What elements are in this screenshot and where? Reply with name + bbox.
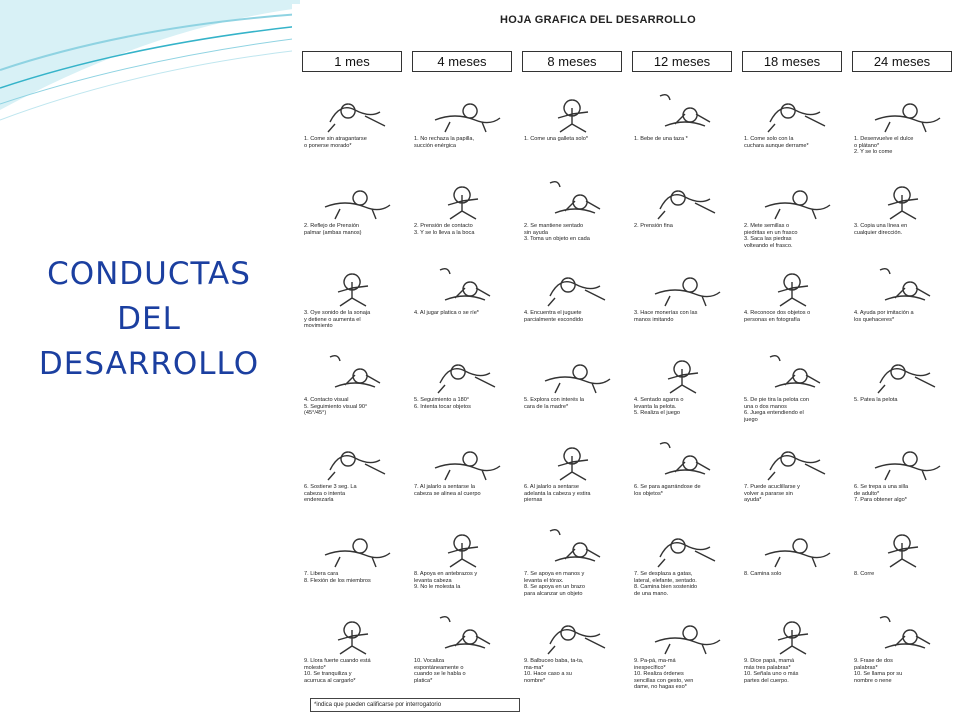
milestone-caption: 2. Mete semillas o piedritas en un frasco 3. Saca las piedras volteando el frasco. [744,223,798,249]
milestone-caption: 4. Sentado agarra o levanta la pelota. 5. Realiza el juego [634,397,684,417]
age-header-8-meses: 8 meses [522,51,622,72]
milestone-caption: 9. Balbuceo baba, ta-ta, ma-ma* 10. Hace caso a su nombre* [524,658,584,684]
milestone-cell [412,602,520,689]
milestone-caption: 8. Apoya en antebrazos y levanta cabeza 9. No le molesta la [414,571,478,591]
milestone-caption: 10. Vocaliza espontáneamente o cuando se le habla o platica* [414,658,466,684]
child-illustration [310,169,400,221]
milestone-caption: 9. Frase de dos palabras* 10. Se llama por su nombre o nene [854,658,903,684]
age-column [852,80,960,690]
milestone-caption: 7. Se desplaza a gatas, lateral, elefante, sentado. 8. Camina bien sostenido de una mano. [634,571,698,597]
milestone-cell [522,167,630,254]
development-chart-sheet [292,4,942,720]
milestone-caption: 6. Se trepa a una silla de adulto* 7. Para obtener algo* [854,484,909,504]
child-illustration [530,169,620,221]
child-illustration [750,517,840,569]
child-illustration [640,517,730,569]
milestone-cell [522,515,630,602]
child-illustration [860,256,950,308]
child-illustration [530,256,620,308]
milestone-cell [632,428,740,515]
age-header-12-meses: 12 meses [632,51,732,72]
milestone-cell [742,515,850,602]
child-illustration [420,169,510,221]
milestone-caption: 8. Corre [854,571,875,577]
milestone-caption: 9. Pa-pá, ma-má inespecífico* 10. Realiza órdenes sencillas con gesto, ven dame, no hagas eso* [634,658,694,690]
milestone-caption: 7. Se apoya en manos y levanta el tórax. 8. Se apoya en un brazo para alcanzar un objeto [524,571,585,597]
milestone-caption: 1. Come sin atragantarse o ponerse morado* [304,136,367,149]
milestone-cell [412,167,520,254]
milestone-caption: 7. Al jalarlo a sentarse la cabeza se alinea al cuerpo [414,484,481,497]
slide-title [18,252,280,387]
milestone-cell [742,167,850,254]
child-illustration [310,343,400,395]
child-illustration [420,604,510,656]
milestone-cell [412,80,520,167]
milestone-caption: 5. Patea la pelota [854,397,898,403]
milestone-cell [302,428,410,515]
milestone-cell [412,341,520,428]
child-illustration [310,604,400,656]
milestone-caption: 5. Seguimiento a 180° 6. Intenta tocar objetos [414,397,471,410]
child-illustration [640,169,730,221]
milestone-caption: 1. Desenvuelve el dulce o plátano* 2. Y se lo come [854,136,914,156]
child-illustration [860,604,950,656]
milestone-caption: 8. Camina solo [744,571,782,577]
child-illustration [640,256,730,308]
milestone-caption: 4. Ayuda por imitación a los quehaceres* [854,310,914,323]
milestone-caption: 2. Se mantiene sentado sin ayuda 3. Toma un objeto en cada [524,223,590,243]
age-header-4-meses: 4 meses [412,51,512,72]
sheet-title: HOJA GRAFICA DEL DESARROLLO [500,14,696,26]
milestone-cell [852,602,960,689]
milestone-cell [742,254,850,341]
milestone-caption: 1. Come solo con la cuchara aunque derrame* [744,136,809,149]
milestone-caption: 1. No rechaza la papilla, succión enérgica [414,136,475,149]
age-column [522,80,630,690]
milestone-cell [302,515,410,602]
milestone-caption: 3. Oye sonido de la sonaja y detiene o aumenta el movimiento [304,310,371,330]
milestone-caption: 4. Contacto visual 5. Seguimiento visual 90° (45°/45°) [304,397,368,417]
milestone-cell [852,254,960,341]
child-illustration [750,343,840,395]
milestone-cell [522,254,630,341]
milestone-cell [412,254,520,341]
milestone-caption: 3. Hace monerías con las manos imitando [634,310,698,323]
milestone-cell [742,602,850,689]
child-illustration [750,604,840,656]
age-column [742,80,850,690]
age-header-row [302,51,942,73]
milestone-cell [632,80,740,167]
milestone-cell [522,80,630,167]
milestone-cell [852,515,960,602]
slide-title-line-1: CONDUCTAS [47,256,251,292]
age-header-1-mes: 1 mes [302,51,402,72]
milestone-cell [852,167,960,254]
child-illustration [310,82,400,134]
child-illustration [750,256,840,308]
child-illustration [310,430,400,482]
age-column [412,80,520,690]
child-illustration [640,604,730,656]
milestone-cell [632,515,740,602]
age-column [632,80,740,690]
milestone-caption: 9. Dice papá, mamá más tres palabras* 10. Señala uno o más partes del cuerpo. [744,658,799,684]
child-illustration [310,517,400,569]
child-illustration [750,169,840,221]
milestone-cell [522,602,630,689]
milestone-cell [412,428,520,515]
child-illustration [530,82,620,134]
milestone-cell [852,428,960,515]
footnote: *indica que pueden calificarse por interrogatorio [310,698,520,712]
milestone-cell [412,515,520,602]
slide-title-line-2: DEL [117,301,181,337]
child-illustration [640,343,730,395]
child-illustration [530,517,620,569]
milestone-caption: 6. Sostiene 3 seg. La cabeza o intenta enderezarla [304,484,357,504]
milestone-caption: 7. Puede acuclillarse y volver a pararse sin ayuda* [744,484,800,504]
milestone-caption: 1. Come una galleta solo* [524,136,589,142]
milestone-cell [302,602,410,689]
child-illustration [530,430,620,482]
milestone-cell [742,428,850,515]
milestone-cell [522,341,630,428]
child-illustration [420,430,510,482]
milestone-cell [742,341,850,428]
milestone-grid [302,80,942,690]
milestone-cell [522,428,630,515]
milestone-cell [302,254,410,341]
child-illustration [750,82,840,134]
milestone-caption: 9. Llora fuerte cuando está molesto* 10. Se tranquiliza y acurruca al cargarlo* [304,658,371,684]
age-header-24-meses: 24 meses [852,51,952,72]
milestone-cell [302,167,410,254]
child-illustration [860,82,950,134]
milestone-cell [632,341,740,428]
child-illustration [420,256,510,308]
milestone-caption: 7. Libera cara 8. Flexión de los miembros [304,571,371,584]
child-illustration [640,82,730,134]
milestone-cell [632,167,740,254]
child-illustration [860,343,950,395]
child-illustration [860,517,950,569]
milestone-caption: 5. De pie tira la pelota con una o dos manos 6. Juega entendiendo el juego [744,397,809,423]
milestone-caption: 1. Bebe de una taza * [634,136,688,142]
milestone-caption: 2. Prensión fina [634,223,673,229]
milestone-cell [302,341,410,428]
child-illustration [420,517,510,569]
milestone-caption: 6. Al jalarlo a sentarse adelanta la cabeza y estira piernas [524,484,591,504]
milestone-caption: 2. Reflejo de Prensión palmar (ambas manos) [304,223,362,236]
slide-title-line-3: DESARROLLO [38,346,260,382]
age-header-18-meses: 18 meses [742,51,842,72]
decorative-swoosh [0,0,300,160]
milestone-caption: 3. Copia una línea en cualquier dirección. [854,223,908,236]
child-illustration [310,256,400,308]
milestone-caption: 4. Encuentra el juguete parcialmente escondido [524,310,584,323]
milestone-caption: 2. Prensión de contacto 3. Y se lo lleva a la boca [414,223,475,236]
child-illustration [750,430,840,482]
child-illustration [860,430,950,482]
child-illustration [530,604,620,656]
age-column [302,80,410,690]
milestone-cell [742,80,850,167]
milestone-cell [302,80,410,167]
milestone-cell [852,341,960,428]
milestone-caption: 6. Se para agarrándose de los objetos* [634,484,701,497]
child-illustration [530,343,620,395]
child-illustration [860,169,950,221]
milestone-caption: 5. Explora con interés la cara de la madre* [524,397,585,410]
milestone-cell [632,602,740,689]
child-illustration [420,82,510,134]
child-illustration [640,430,730,482]
milestone-cell [632,254,740,341]
milestone-caption: 4. Al jugar platica o se ríe* [414,310,479,316]
child-illustration [420,343,510,395]
milestone-caption: 4. Reconoce dos objetos o personas en fotografía [744,310,811,323]
milestone-cell [852,80,960,167]
